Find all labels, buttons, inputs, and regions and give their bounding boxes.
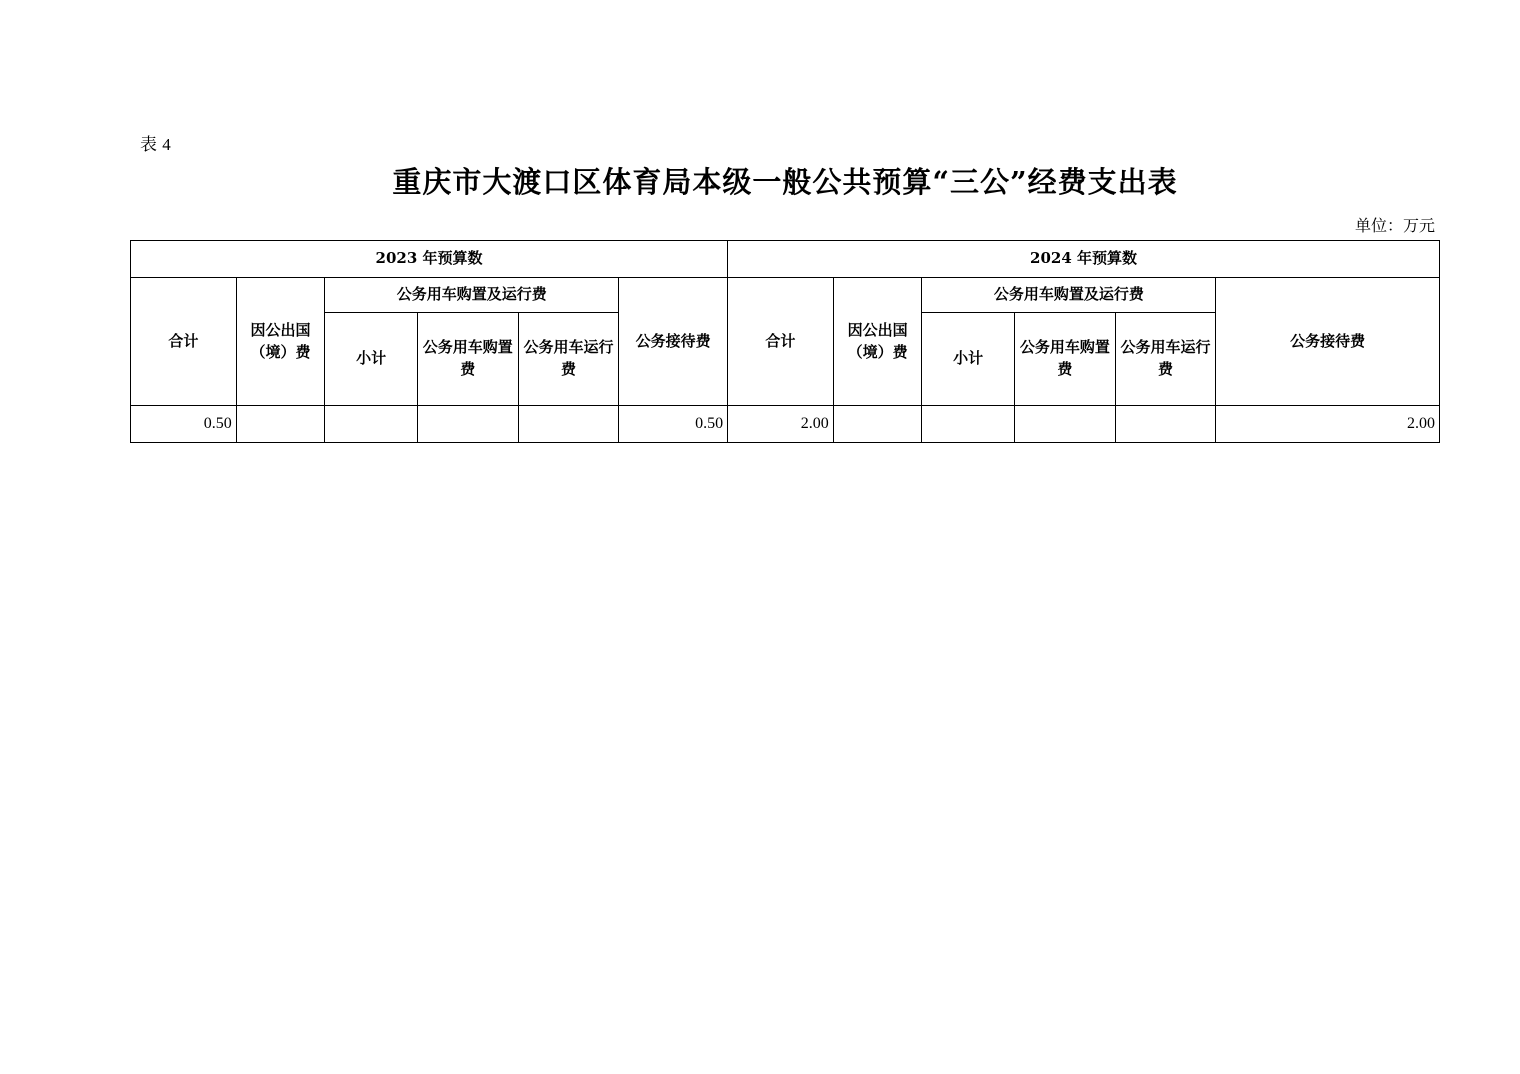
header-subtotal-2023: 小计	[325, 313, 418, 406]
header-vehicle-2023: 公务用车购置及运行费	[325, 278, 619, 313]
header-year-2023: 2023 年预算数	[131, 241, 728, 278]
header-abroad-2024: 因公出国（境）费	[833, 278, 922, 406]
header-vehicle-2024: 公务用车购置及运行费	[922, 278, 1216, 313]
cell-purchase-2023	[417, 406, 518, 443]
table-row	[131, 406, 1440, 443]
header-total-2023: 合计	[131, 278, 237, 406]
unit-note: 单位：万元	[1354, 218, 1435, 235]
cell-operation-2024	[1115, 406, 1216, 443]
cell-abroad-2024	[833, 406, 922, 443]
header-purchase-2023: 公务用车购置费	[417, 313, 518, 406]
header-subtotal-2024: 小计	[922, 313, 1015, 406]
header-operation-2023: 公务用车运行费	[518, 313, 619, 406]
cell-abroad-2023	[236, 406, 325, 443]
cell-subtotal-2023	[325, 406, 418, 443]
cell-total-2023: 0.50	[131, 406, 237, 443]
sheet-label: 表 4	[140, 135, 172, 154]
header-reception-2024: 公务接待费	[1216, 278, 1440, 406]
cell-reception-2024: 2.00	[1216, 406, 1440, 443]
cell-total-2024: 2.00	[728, 406, 834, 443]
header-abroad-2023: 因公出国（境）费	[236, 278, 325, 406]
header-year-2024: 2024 年预算数	[728, 241, 1440, 278]
header-operation-2024: 公务用车运行费	[1115, 313, 1216, 406]
cell-purchase-2024	[1015, 406, 1116, 443]
page-title: 重庆市大渡口区体育局本级一般公共预算“三公”经费支出表	[392, 165, 1178, 199]
cell-operation-2023	[518, 406, 619, 443]
cell-subtotal-2024	[922, 406, 1015, 443]
header-total-2024: 合计	[728, 278, 834, 406]
header-reception-2023: 公务接待费	[619, 278, 728, 406]
header-purchase-2024: 公务用车购置费	[1015, 313, 1116, 406]
three-public-expense-table	[130, 240, 1440, 443]
cell-reception-2023: 0.50	[619, 406, 728, 443]
table-header-year-row	[131, 241, 1440, 278]
table-header-group-row	[131, 278, 1440, 313]
